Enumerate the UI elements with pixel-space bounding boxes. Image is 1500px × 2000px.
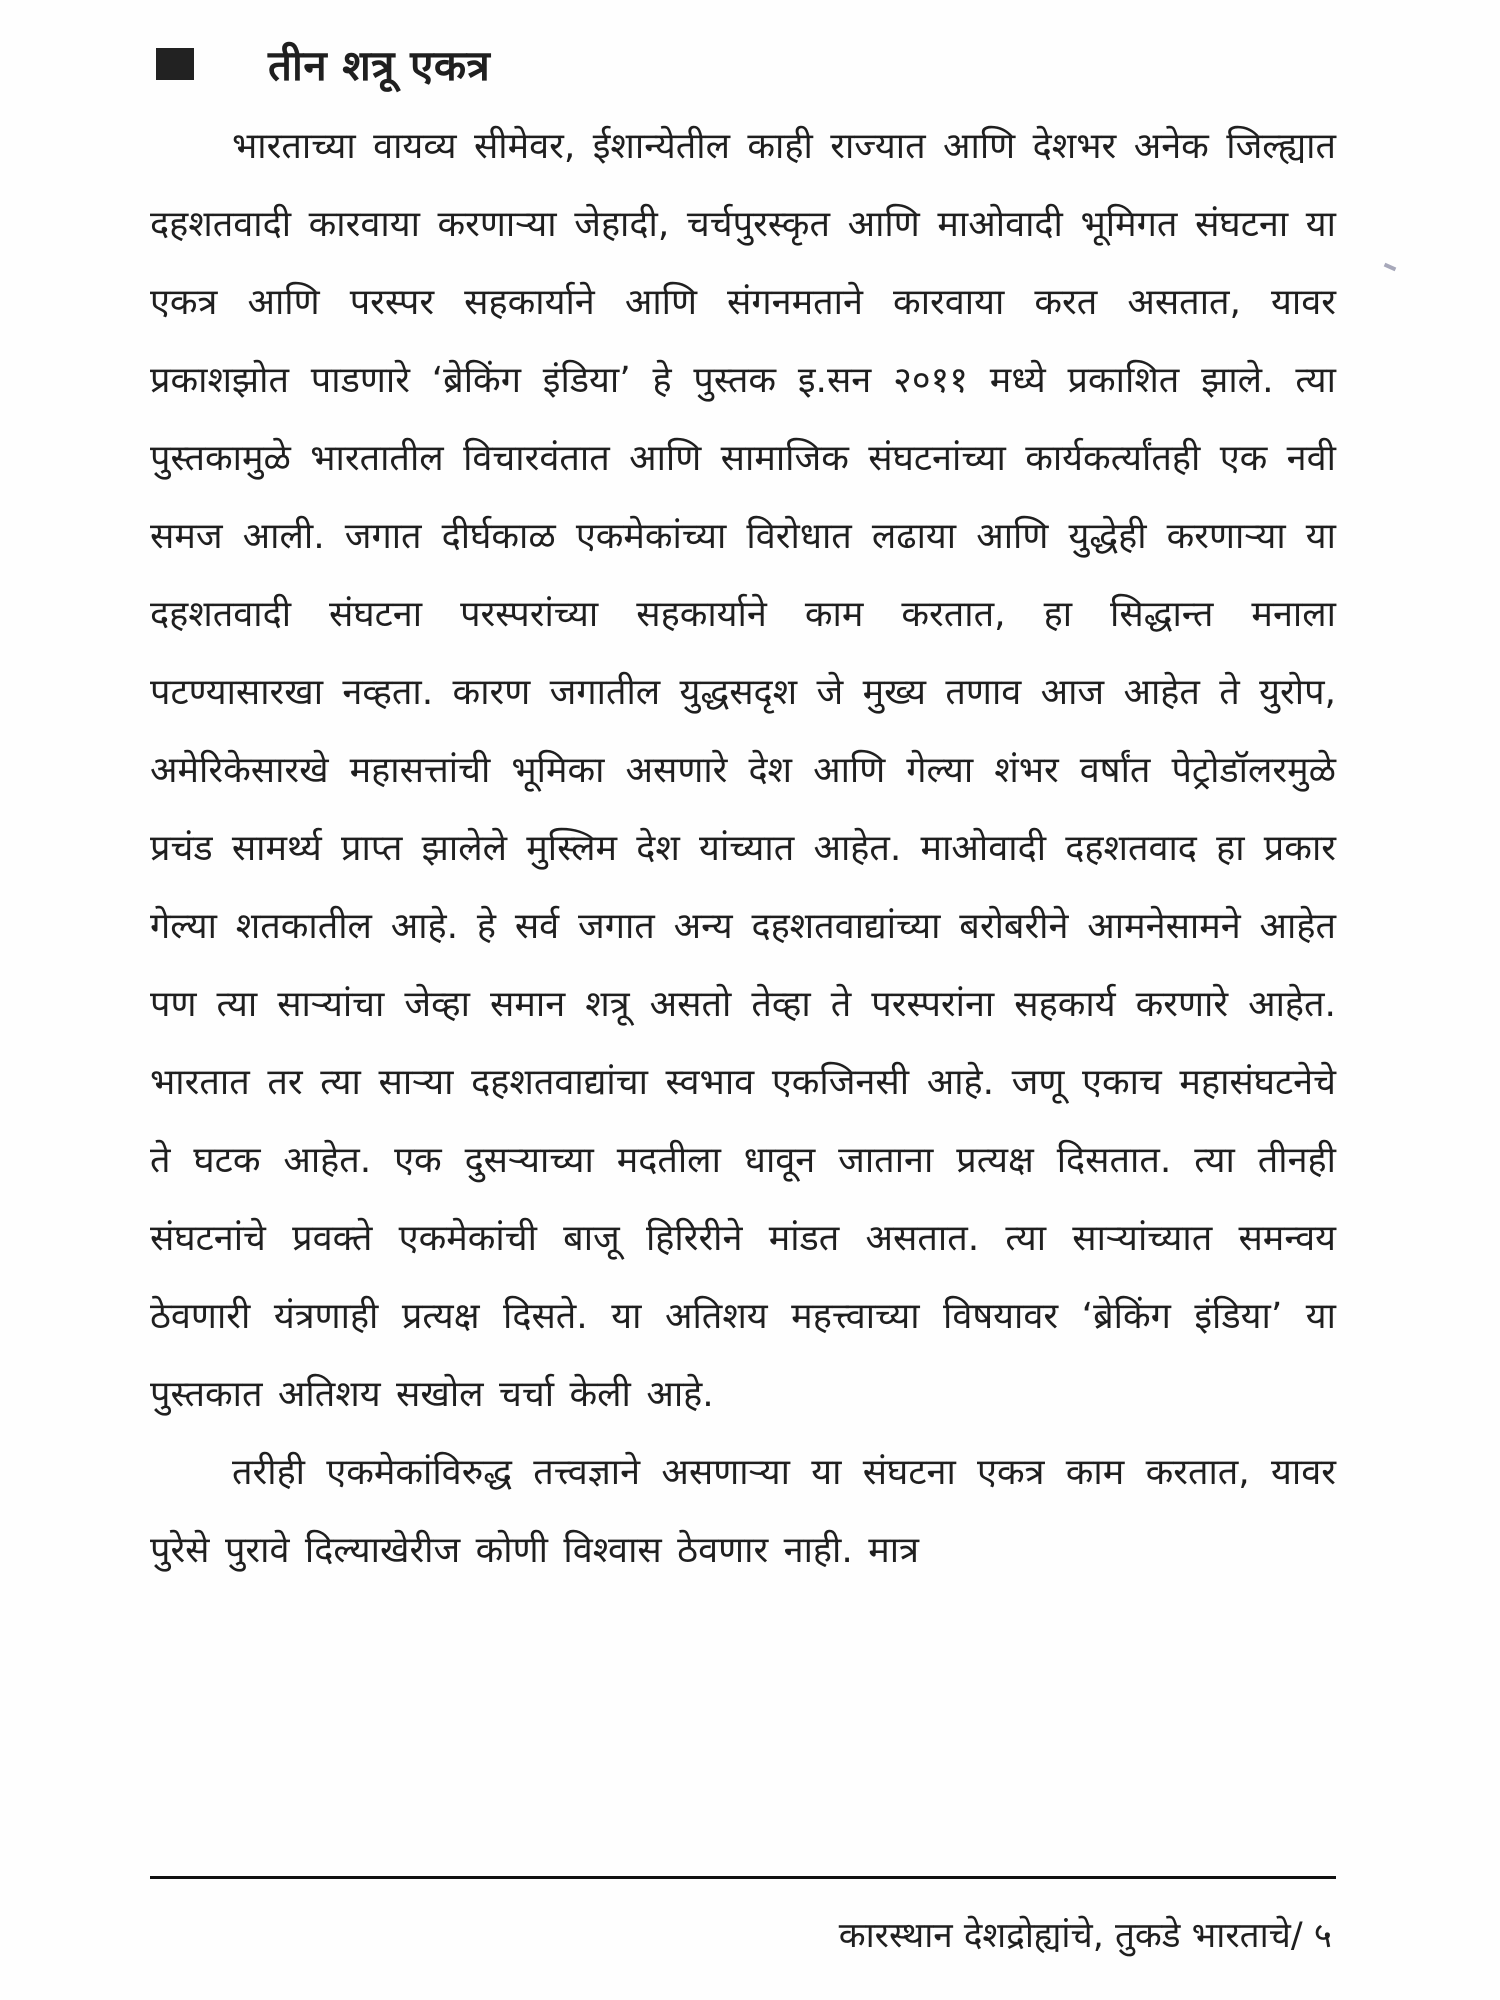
paragraph-2: तरीही एकमेकांविरुद्ध तत्त्वज्ञाने असणाऱ्या या संघटना एकत्र काम करतात, यावर पुरेसे पुरावे दिल्याखेरीज कोणी विश्वास ठेवणार नाही. मात्र [150, 1452, 1336, 1571]
square-bullet-icon [156, 48, 194, 80]
section-heading [156, 34, 490, 94]
page-bottom-rule [150, 1876, 1336, 1879]
heading-text: तीन शत्रू एकत्र [268, 40, 491, 90]
body-text [150, 108, 1336, 1590]
page-footer: कारस्थान देशद्रोह्यांचे, तुकडे भारताचे/ ५ [838, 1916, 1332, 1956]
scan-speck [1384, 263, 1397, 272]
paragraph-1: भारताच्या वायव्य सीमेवर, ईशान्येतील काही राज्यात आणि देशभर अनेक जिल्ह्यात दहशतवादी कारवाया करणाऱ्या जेहादी, चर्चपुरस्कृत आणि माओवादी भूमिगत संघटना या एकत्र आणि परस्पर सहकार्याने आणि संगनमताने कारवाया करत असतात, यावर प्रकाशझोत पाडणारे ‘ब्रेकिंग इंडिया’ हे पुस्तक इ.सन २०११ मध्ये प्रकाशित झाले. त्या पुस्तकामुळे भारतातील विचारवंतात आणि सामाजिक संघटनांच्या कार्यकर्त्यांतही एक नवी समज आली. जगात दीर्घकाळ एकमेकांच्या विरोधात लढाया आणि युद्धेही करणाऱ्या या दहशतवादी संघटना परस्परांच्या सहकार्याने काम करतात, हा सिद्धान्त मनाला पटण्यासारखा नव्हता. कारण जगातील युद्धसदृश जे मुख्य तणाव आज आहेत ते युरोप, अमेरिकेसारखे महासत्तांची भूमिका असणारे देश आणि गेल्या शंभर वर्षांत पेट्रोडॉलरमुळे प्रचंड सामर्थ्य प्राप्त झालेले मुस्लिम देश यांच्यात आहेत. माओवादी दहशतवाद हा प्रकार गेल्या शतकातील आहे. हे सर्व जगात अन्य दहशतवाद्यांच्या बरोबरीने आमनेसामने आहेत पण त्या साऱ्यांचा जेव्हा समान शत्रू असतो तेव्हा ते परस्परांना सहकार्य करणारे आहेत. भारतात तर त्या साऱ्या दहशतवाद्यांचा स्वभाव एकजिनसी आहे. जणू एकाच महासंघटनेचे ते घटक आहेत. एक दुसऱ्याच्या मदतीला धावून जाताना प्रत्यक्ष दिसतात. त्या तीनही संघटनांचे प्रवक्ते एकमेकांची बाजू हिरिरीने मांडत असतात. त्या साऱ्यांच्यात समन्वय ठेवणारी यंत्रणाही प्रत्यक्ष दिसते. या अतिशय महत्त्वाच्या विषयावर ‘ब्रेकिंग इंडिया’ या पुस्तकात अतिशय सखोल चर्चा केली आहे. [150, 126, 1336, 1415]
